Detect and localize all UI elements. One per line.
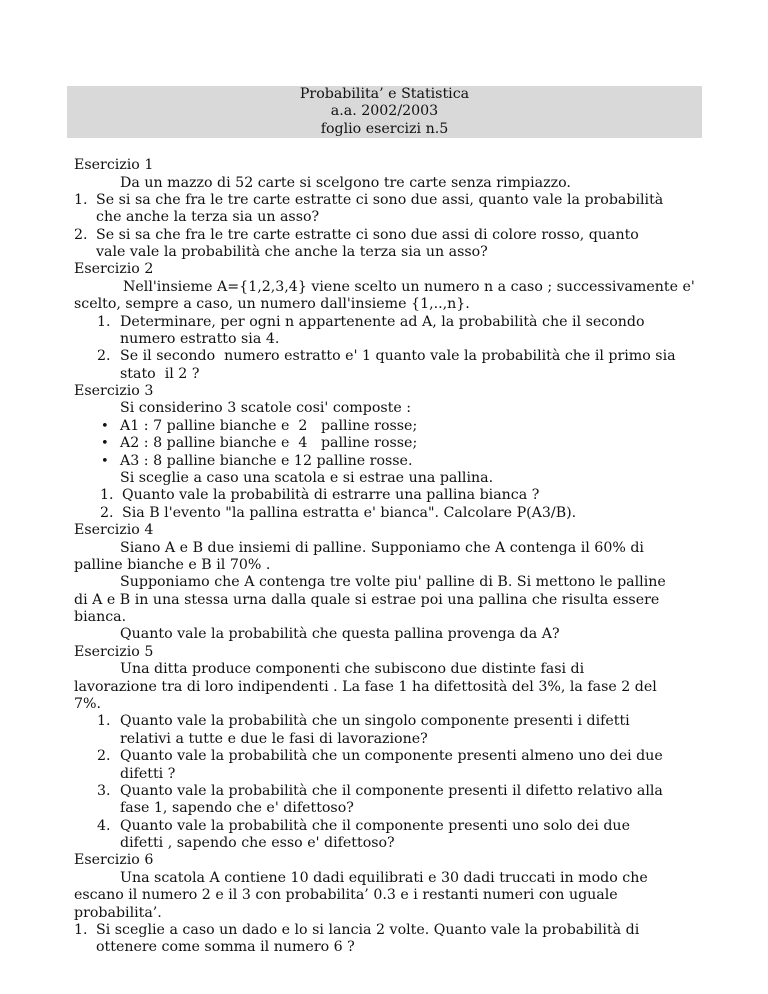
title-box — [67, 86, 702, 138]
list-item-line: Se si sa che fra le tre carte estratte ci sono due assi di colore rosso, quanto — [96, 227, 639, 243]
list-item-line: relativi a tutte e due le fasi di lavorazione? — [120, 731, 428, 747]
paragraph-line: lavorazione tra di loro indipendenti . La fase 1 ha difettosità del 3%, la fase 2 del — [74, 679, 657, 695]
bullet-item: A2 : 8 palline bianche e 4 palline rosse; — [120, 435, 418, 451]
paragraph-line: Una scatola A contiene 10 dadi equilibrati e 30 dadi truccati in modo che — [120, 870, 648, 886]
list-number: 2. — [74, 227, 88, 243]
list-item-line: fase 1, sapendo che e' difettoso? — [120, 800, 354, 816]
list-item-line: numero estratto sia 4. — [120, 331, 280, 347]
list-item-line: Se si sa che fra le tre carte estratte ci sono due assi, quanto vale la probabilità — [96, 192, 664, 208]
paragraph-line: Supponiamo che A contenga tre volte piu' palline di B. Si mettono le palline — [120, 574, 666, 590]
paragraph-line: 7%. — [74, 696, 102, 712]
list-item-line: Se il secondo numero estratto e' 1 quanto vale la probabilità che il primo sia — [120, 348, 676, 364]
list-number: 1. — [97, 314, 111, 330]
list-item-line: vale vale la probabilità che anche la terza sia un asso? — [96, 244, 488, 260]
list-item-line: Quanto vale la probabilità che il componente presenti uno solo dei due — [120, 818, 630, 834]
paragraph-line: bianca. — [74, 609, 127, 625]
sheet-number: foglio esercizi n.5 — [320, 120, 449, 137]
paragraph-line: Si sceglie a caso una scatola e si estrae una pallina. — [120, 470, 494, 486]
list-number: 3. — [97, 783, 111, 799]
paragraph-line: probabilita’. — [74, 905, 162, 921]
list-item-line: Determinare, per ogni n appartenente ad A, la probabilità che il secondo — [120, 314, 645, 330]
bullet-item: A1 : 7 palline bianche e 2 palline rosse; — [120, 418, 418, 434]
paragraph-line: scelto, sempre a caso, un numero dall'insieme {1,..,n}. — [74, 296, 470, 312]
paragraph-line: Una ditta produce componenti che subiscono due distinte fasi di — [120, 661, 585, 677]
exercise-heading: Esercizio 6 — [74, 852, 154, 868]
paragraph-line: Siano A e B due insiemi di palline. Supponiamo che A contenga il 60% di — [120, 540, 644, 556]
list-number: 1. — [100, 487, 114, 503]
paragraph-line: Quanto vale la probabilità che questa pallina provenga da A? — [120, 626, 560, 642]
list-item-line: Si sceglie a caso un dado e lo si lancia 2 volte. Quanto vale la probabilità di — [96, 922, 640, 938]
list-item-line: ottenere come somma il numero 6 ? — [96, 939, 355, 955]
bullet-marker: • — [101, 419, 109, 434]
paragraph-line: di A e B in una stessa urna dalla quale si estrae poi una pallina che risulta essere — [74, 592, 660, 608]
list-item-line: Quanto vale la probabilità che il componente presenti il difetto relativo alla — [120, 783, 663, 799]
exercise-heading: Esercizio 2 — [74, 261, 154, 277]
list-item-line: difetti , sapendo che esso e' difettoso? — [120, 835, 395, 851]
academic-year: a.a. 2002/2003 — [330, 103, 439, 120]
list-item-line: Quanto vale la probabilità che un singolo componente presenti i difetti — [120, 713, 630, 729]
paragraph-line: palline bianche e B il 70% . — [74, 557, 271, 573]
list-item-line: stato il 2 ? — [120, 366, 200, 382]
list-number: 2. — [97, 748, 111, 764]
paragraph-line: Si considerino 3 scatole cosi' composte : — [120, 400, 412, 416]
paragraph-line: Nell'insieme A={1,2,3,4} viene scelto un numero n a caso ; successivamente e' — [123, 279, 695, 295]
list-item-line: Quanto vale la probabilità che un componente presenti almeno uno dei due — [120, 748, 663, 764]
paragraph-line: Da un mazzo di 52 carte si scelgono tre carte senza rimpiazzo. — [120, 175, 571, 191]
list-number: 4. — [97, 818, 111, 834]
list-number: 2. — [100, 505, 114, 521]
exercise-heading: Esercizio 4 — [74, 522, 154, 538]
paragraph-line: escano il numero 2 e il 3 con probabilita’ 0.3 e i restanti numeri con uguale — [74, 887, 618, 903]
course-title: Probabilita’ e Statistica — [299, 86, 470, 102]
exercise-heading: Esercizio 3 — [74, 383, 154, 399]
list-item-line: che anche la terza sia un asso? — [96, 209, 320, 225]
bullet-marker: • — [101, 454, 109, 469]
list-item-line: difetti ? — [120, 766, 176, 782]
list-number: 1. — [74, 922, 88, 938]
list-number: 1. — [97, 713, 111, 729]
list-number: 2. — [97, 348, 111, 364]
bullet-item: A3 : 8 palline bianche e 12 palline rosse. — [120, 453, 413, 469]
bullet-marker: • — [101, 436, 109, 451]
list-item-line: Sia B l'evento "la pallina estratta e' bianca". Calcolare P(A3/B). — [122, 505, 577, 521]
list-number: 1. — [74, 192, 88, 208]
list-item-line: Quanto vale la probabilità di estrarre una pallina bianca ? — [122, 487, 540, 503]
exercise-heading: Esercizio 5 — [74, 644, 154, 660]
exercise-heading: Esercizio 1 — [74, 157, 154, 173]
